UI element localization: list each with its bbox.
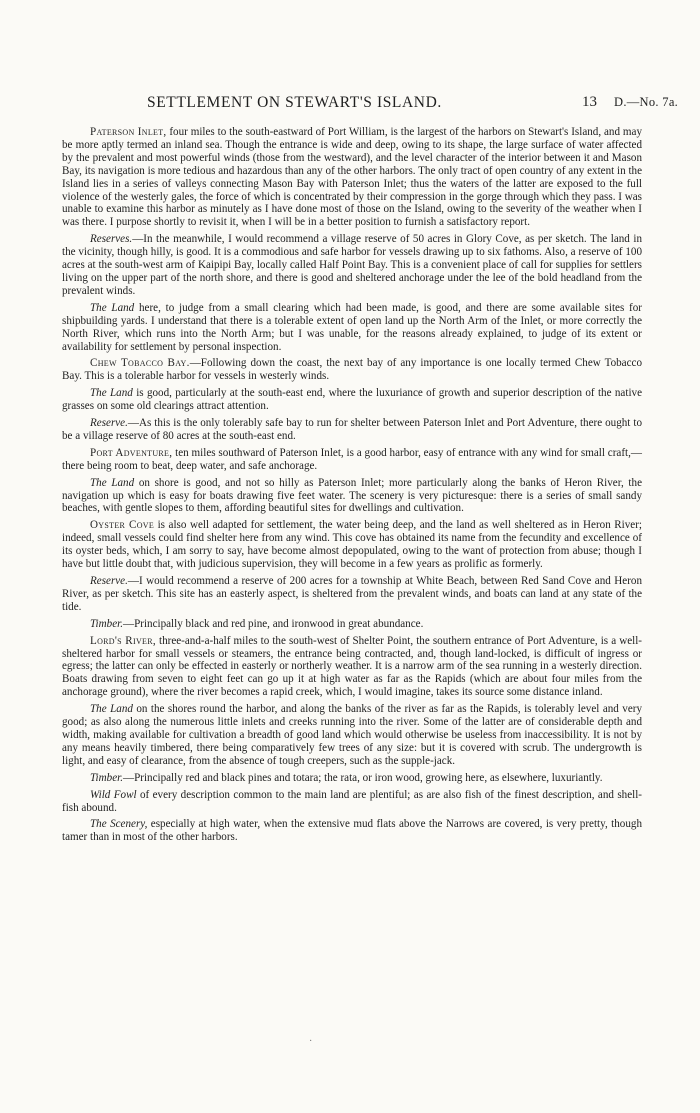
paragraph-lead: Oyster Cove bbox=[90, 519, 155, 532]
paragraph-text: —Principally black and red pine, and ironwood in great abundance. bbox=[122, 617, 424, 630]
paragraph-text: especially at high water, when the extensive mud flats above the Narrows are covered, is very pretty, though tamer than in most of the other harbors. bbox=[62, 818, 642, 844]
paragraph-lead: Chew Tobacco Bay. bbox=[90, 357, 190, 370]
paragraph-timber-lords-river bbox=[62, 772, 642, 785]
paragraph-chew-tobacco-bay bbox=[62, 357, 642, 383]
paragraph-oyster-cove bbox=[62, 519, 642, 571]
paragraph-reserve-chew-tobacco bbox=[62, 417, 642, 443]
paragraph-lead: Paterson Inlet, bbox=[90, 126, 167, 138]
paragraph-paterson-inlet bbox=[62, 126, 642, 229]
paragraph-text: ten miles southward of Paterson Inlet, is a good harbor, easy of entrance with any wind for small craft,—there being room to beat, deep water, and safe anchorage. bbox=[62, 446, 642, 472]
paragraph-text: —In the meanwhile, I would recommend a village reserve of 50 acres in Glory Cove, as per sketch. The land in the vicinity, though hilly, is good. It is a commodious and safe harbor for vessels drawing up to six fathoms. Also, a reserve of 100 acres at the south-west arm of Kaipipi Bay, locally called Half Point Bay. This is a convenient place of call for supplies for settlers living on the upper part of the north shore, and there is good and sheltered anchorage under the lee of the bold headland from the prevalent winds. bbox=[62, 233, 642, 297]
paragraph-timber-port-adventure bbox=[62, 618, 642, 631]
paragraph-lead: Reserve. bbox=[90, 417, 128, 430]
paragraph-lords-river bbox=[62, 635, 642, 700]
paragraph-the-land-paterson bbox=[62, 302, 642, 354]
paragraph-lead: Timber. bbox=[90, 771, 123, 784]
body-text bbox=[62, 126, 642, 848]
paragraph-wild-fowl bbox=[62, 789, 642, 815]
paragraph-text: —Principally red and black pines and totara; the rata, or iron wood, growing here, as elsewhere, luxuriantly. bbox=[122, 771, 603, 784]
running-header bbox=[0, 94, 700, 118]
paragraph-the-land-chew-tobacco bbox=[62, 387, 642, 413]
paragraph-lead: Wild Fowl bbox=[90, 788, 137, 801]
paragraph-text: is good, particularly at the south-east end, where the luxuriance of growth and superior description of the native grasses on some old clearings attract attention. bbox=[62, 387, 642, 413]
paragraph-lead: The Land bbox=[90, 476, 135, 489]
paragraph-the-land-port-adventure bbox=[62, 477, 642, 516]
paragraph-text: —As this is the only tolerably safe bay to run for shelter between Paterson Inlet and Port Adventure, there ought to be a village reserve of 80 acres at the south-east end. bbox=[62, 417, 642, 442]
paragraph-text: here, to judge from a small clearing which had been made, is good, and there are some available sites for shipbuilding yards. I understand that there is a tolerable extent of open land up the North Arm of the Inlet, or more correctly the North River, which runs into the North Arm; but I was unable, for the reasons already explained, to judge of its extent or availability for settlement by personal inspection. bbox=[62, 301, 642, 353]
paragraph-the-scenery bbox=[62, 818, 642, 844]
paragraph-lead: The Land bbox=[90, 703, 133, 716]
paragraph-lead: The Scenery, bbox=[90, 818, 148, 831]
paragraph-lead: Reserve. bbox=[90, 575, 128, 587]
paragraph-reserves bbox=[62, 233, 642, 298]
paragraph-text: of every description common to the main land are plentiful; as are also fish of the finest description, and shell-fish abound. bbox=[62, 788, 642, 814]
paragraph-port-adventure bbox=[62, 447, 642, 473]
paragraph-lead: The Land bbox=[90, 387, 133, 400]
paragraph-lead: Lord's River, bbox=[90, 634, 156, 647]
paragraph-text: on the shores round the harbor, and along the banks of the river as far as the Rapids, is tolerably level and very good; as also along the numerous little inlets and creeks running into the river. Some of the latter are of considerable depth and width, making available for cultivation a breadth of good land which would otherwise be useless from inaccessibility. It is not by any means heavily timbered, there being comparatively few trees of any size: but it is covered with scrub. The undergrowth is light, and easy of clearance, from the absence of tough creepers, such as the supple-jack. bbox=[62, 703, 643, 767]
printer-dot-mark: · bbox=[309, 1036, 313, 1047]
paragraph-text: —Following down the coast, the next bay of any importance is one locally termed Chew Tobacco Bay. This is a tolerable harbor for vessels in westerly winds. bbox=[62, 357, 643, 383]
paragraph-text: is also well adapted for settlement, the water being deep, and the land as well sheltered as in Heron River; indeed, small vessels could find shelter here from any wind. This cove has obtained its name from the fecundity and excellence of its oyster beds, which, I am sorry to say, have become almost depopulated, owing to the want of protection from abuse; though I have but little doubt that, with judicious supervision, they will become in a few years as prolific as formerly. bbox=[62, 519, 643, 571]
paragraph-text: on shore is good, and not so hilly as Paterson Inlet; more particularly along the banks of Heron River, the navigation up which is easy for boats drawing five feet water. The scenery is very picturesque: there is a series of small sandy beaches, with gentle slopes to them, affording beautiful sites for dwellings and cultivation. bbox=[62, 476, 642, 515]
paragraph-the-land-lords-river bbox=[62, 703, 642, 768]
document-reference: D.—No. 7a. bbox=[614, 95, 679, 109]
header-title: SETTLEMENT ON STEWART'S ISLAND. bbox=[147, 94, 442, 111]
paragraph-lead: Timber. bbox=[90, 617, 123, 630]
paragraph-lead: The Land bbox=[90, 301, 135, 314]
paragraph-text: —I would recommend a reserve of 200 acres for a township at White Beach, between Red Sand Cove and Heron River, as per sketch. This site has an easterly aspect, is sheltered from the prevalent winds, and boats can land at any state of the tide. bbox=[62, 575, 642, 613]
paragraph-lead: Reserves. bbox=[90, 233, 133, 246]
paragraph-text: three-and-a-half miles to the south-west of Shelter Point, the southern entrance of Port Adventure, is a well-sheltered harbor for small vessels or steamers, the entrance being contracted, and, though land-locked, is difficult of ingress or egress; the latter can only be effected in easterly or northerly weather. It is a narrow arm of the sea running in a westerly direction. Boats drawing from seven to eight feet can go up it at high water as far as the Rapids (which are about four miles from the anchorage ground), where the river becomes a rapid creek, which, I would imagine, takes its source some distance inland. bbox=[62, 634, 642, 699]
page-number: 13 bbox=[582, 94, 597, 110]
paragraph-reserve-white-beach bbox=[62, 575, 642, 614]
paragraph-lead: Port Adventure, bbox=[90, 446, 173, 459]
paragraph-text: four miles to the south-eastward of Port William, is the largest of the harbors on Stewart's Island, and may be more aptly termed an inland sea. Though the entrance is wide and deep, owing to its shape, the large surface of water affected by the prevalent and most powerful winds (those from the westward), and the level character of the interior between it and Mason Bay, its navigation is more tedious and hazardous than any of the other harbors. The only tract of open country of any extent in the Island lies in a series of valleys connecting Mason Bay with Paterson Inlet; thus the waters of the latter are exposed to the full violence of the westerly gales, the force of which is concentrated by their compression in the gorge through which they pass. I was unable to examine this harbor as minutely as I have done most of those on the Island, owing to the severity of the weather when I was there. I purpose shortly to revisit it, when I will be in a better position to furnish a satisfactory report. bbox=[62, 126, 642, 229]
